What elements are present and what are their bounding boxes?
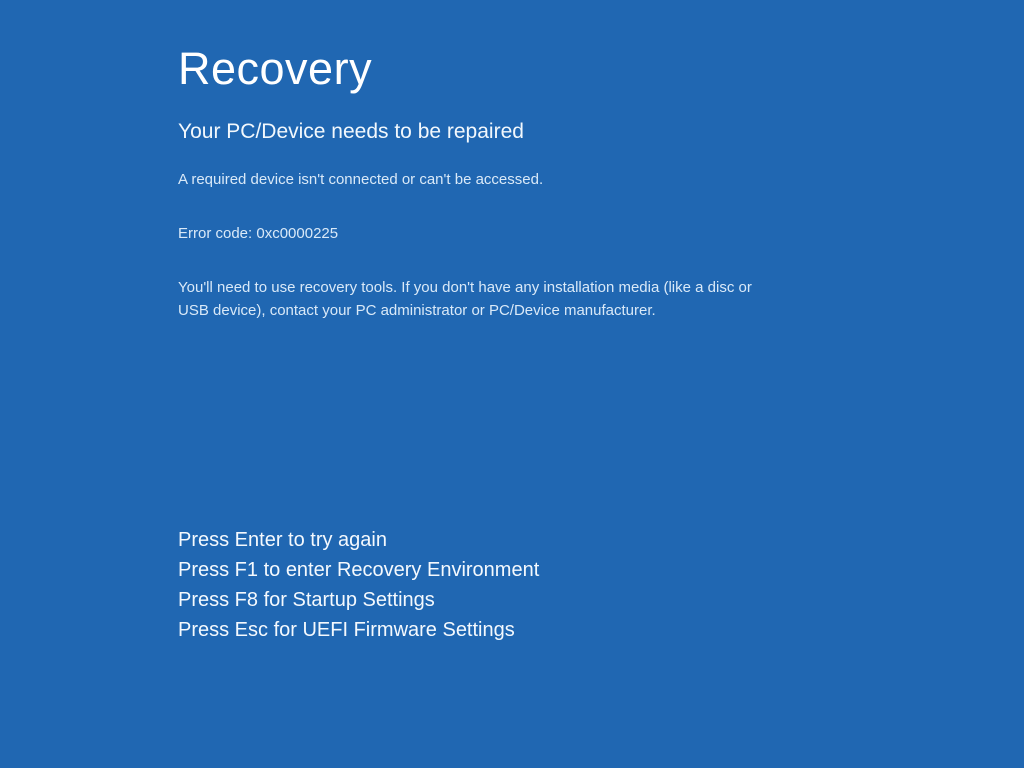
key-option-f1: Press F1 to enter Recovery Environment	[178, 559, 540, 581]
key-option-esc: Press Esc for UEFI Firmware Settings	[178, 619, 515, 641]
recovery-instructions: You'll need to use recovery tools. If you don't have any installation media (like a disc or USB device), contact your PC administrator or PC/Device manufacturer.	[178, 279, 752, 320]
device-error-message: A required device isn't connected or can't be accessed.	[178, 171, 544, 189]
page-title: Recovery	[178, 43, 373, 94]
key-options-list	[178, 525, 539, 645]
key-option-enter: Press Enter to try again	[178, 529, 387, 551]
repair-subtitle: Your PC/Device needs to be repaired	[178, 120, 524, 144]
recovery-content	[178, 0, 798, 322]
key-option-f8: Press F8 for Startup Settings	[178, 589, 435, 611]
error-code: Error code: 0xc0000225	[178, 225, 339, 243]
